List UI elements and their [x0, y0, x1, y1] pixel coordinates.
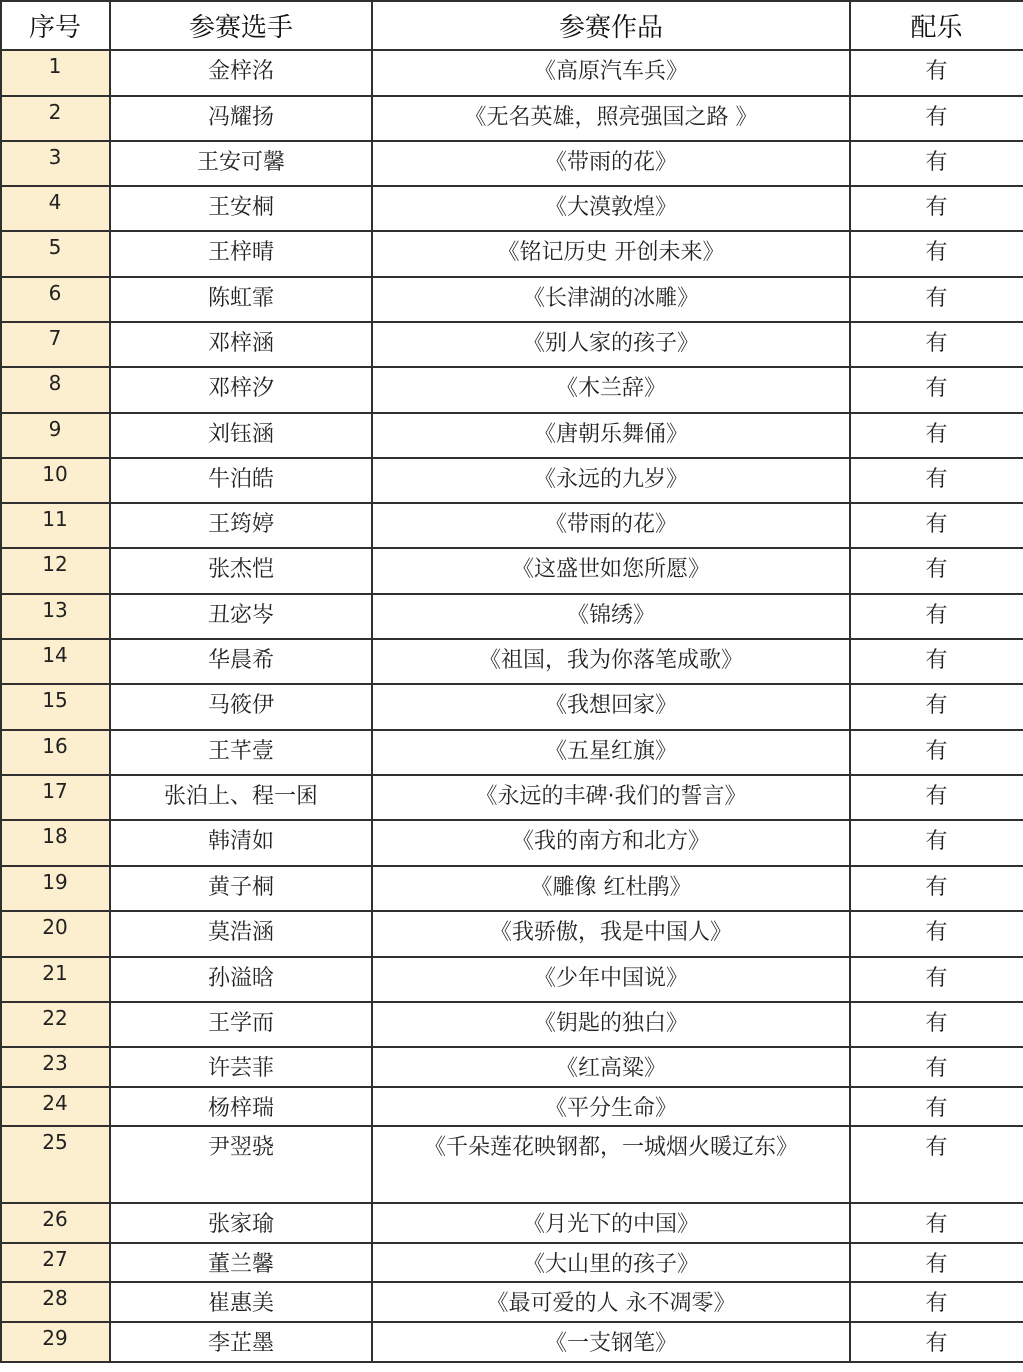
- work-title: 《带雨的花》: [544, 150, 677, 175]
- music-flag: 有: [925, 1135, 948, 1160]
- row-divider: [0, 502, 1023, 504]
- row-divider: [0, 0, 1023, 2]
- participant-name: 韩清如: [207, 829, 274, 854]
- work-title: 《千朵莲花映钢都，一城烟火暖辽东》: [423, 1135, 798, 1160]
- row-index: 27: [42, 1247, 68, 1271]
- music-flag: 有: [925, 1212, 948, 1237]
- participant-name: 金梓洺: [207, 59, 274, 84]
- row-divider: [0, 1281, 1023, 1283]
- participant-name: 王梓晴: [207, 240, 274, 265]
- work-title: 《五星红旗》: [544, 739, 677, 764]
- music-flag: 有: [925, 1331, 948, 1356]
- header-music: 配乐: [910, 12, 963, 43]
- participant-name: 王安桐: [207, 195, 274, 220]
- music-flag: 有: [925, 603, 948, 628]
- row-divider: [0, 49, 1023, 51]
- row-index: 1: [48, 54, 62, 78]
- row-divider: [0, 1001, 1023, 1003]
- music-flag: 有: [925, 1011, 948, 1036]
- row-divider: [0, 638, 1023, 640]
- music-flag: 有: [925, 1096, 948, 1121]
- row-divider: [0, 683, 1023, 685]
- participant-name: 王芊壹: [207, 739, 274, 764]
- participant-name: 董兰馨: [207, 1252, 274, 1277]
- music-flag: 有: [925, 422, 948, 447]
- music-flag: 有: [925, 240, 948, 265]
- row-index: 9: [48, 417, 62, 441]
- participant-name: 黄子桐: [207, 875, 274, 900]
- row-divider: [0, 185, 1023, 187]
- participant-name: 邓梓涵: [207, 331, 274, 356]
- work-title: 《大山里的孩子》: [522, 1252, 699, 1277]
- work-title: 《最可爱的人 永不凋零》: [486, 1291, 736, 1316]
- music-flag: 有: [925, 693, 948, 718]
- row-divider: [0, 1202, 1023, 1204]
- row-index: 4: [48, 190, 62, 214]
- row-index: 19: [42, 870, 68, 894]
- row-divider: [0, 910, 1023, 912]
- work-title: 《锦绣》: [566, 603, 655, 628]
- row-index: 25: [42, 1130, 68, 1154]
- row-index: 12: [42, 552, 68, 576]
- work-title: 《我的南方和北方》: [511, 829, 710, 854]
- row-divider: [0, 865, 1023, 867]
- work-title: 《平分生命》: [544, 1096, 677, 1121]
- row-index: 28: [42, 1286, 68, 1310]
- music-flag: 有: [925, 966, 948, 991]
- work-title: 《带雨的花》: [544, 512, 677, 537]
- work-title: 《少年中国说》: [533, 966, 688, 991]
- participant-name: 张家瑜: [207, 1212, 274, 1237]
- participant-name: 张杰恺: [207, 557, 274, 582]
- row-index: 18: [42, 824, 68, 848]
- work-title: 《一支钢笔》: [544, 1331, 677, 1356]
- row-index: 5: [48, 235, 62, 259]
- row-index: 7: [48, 326, 62, 350]
- row-divider: [0, 321, 1023, 323]
- work-title: 《无名英雄，照亮强国之路 》: [464, 105, 758, 130]
- work-title: 《我想回家》: [544, 693, 677, 718]
- row-index: 20: [42, 915, 68, 939]
- row-index: 6: [48, 281, 62, 305]
- participant-name: 冯耀扬: [207, 105, 274, 130]
- work-title: 《木兰辞》: [555, 376, 666, 401]
- music-flag: 有: [925, 105, 948, 130]
- row-divider: [0, 366, 1023, 368]
- row-divider: [0, 230, 1023, 232]
- music-flag: 有: [925, 331, 948, 356]
- row-divider: [0, 593, 1023, 595]
- row-index: 10: [42, 462, 68, 486]
- row-index: 24: [42, 1091, 68, 1115]
- row-index: 16: [42, 734, 68, 758]
- work-title: 《永远的丰碑·我们的誓言》: [475, 784, 747, 809]
- participant-name: 华晨希: [207, 648, 274, 673]
- row-index: 14: [42, 643, 68, 667]
- work-title: 《红高粱》: [555, 1056, 666, 1081]
- music-flag: 有: [925, 648, 948, 673]
- row-divider: [0, 547, 1023, 549]
- work-title: 《长津湖的冰雕》: [522, 286, 699, 311]
- row-index: 11: [42, 507, 68, 531]
- header-participant: 参赛选手: [188, 12, 293, 43]
- music-flag: 有: [925, 739, 948, 764]
- row-divider: [0, 1086, 1023, 1088]
- music-flag: 有: [925, 557, 948, 582]
- row-index: 2: [48, 100, 62, 124]
- work-title: 《永远的九岁》: [533, 467, 688, 492]
- participant-name: 王安可馨: [196, 150, 285, 175]
- participant-name: 许芸菲: [207, 1056, 274, 1081]
- row-divider: [0, 774, 1023, 776]
- participant-name: 王筠婷: [207, 512, 274, 537]
- row-index: 23: [42, 1051, 68, 1075]
- row-divider: [0, 819, 1023, 821]
- column-divider: [0, 0, 2, 1362]
- participant-name: 邓梓汐: [207, 376, 274, 401]
- row-divider: [0, 457, 1023, 459]
- music-flag: 有: [925, 1252, 948, 1277]
- music-flag: 有: [925, 784, 948, 809]
- participant-name: 马筱伊: [207, 693, 274, 718]
- work-title: 《祖国，我为你落笔成歌》: [478, 648, 743, 673]
- row-index: 26: [42, 1207, 68, 1231]
- work-title: 《月光下的中国》: [522, 1212, 699, 1237]
- column-divider: [371, 0, 373, 1362]
- row-divider: [0, 1361, 1023, 1363]
- participant-name: 牛泊皓: [207, 467, 274, 492]
- row-divider: [0, 1046, 1023, 1048]
- work-title: 《我骄傲，我是中国人》: [489, 920, 732, 945]
- row-divider: [0, 1242, 1023, 1244]
- work-title: 《铭记历史 开创未来》: [497, 240, 725, 265]
- work-title: 《雕像 红杜鹃》: [530, 875, 692, 900]
- music-flag: 有: [925, 376, 948, 401]
- row-divider: [0, 412, 1023, 414]
- work-title: 《钥匙的独白》: [533, 1011, 688, 1036]
- participant-name: 孙溢晗: [207, 966, 274, 991]
- music-flag: 有: [925, 467, 948, 492]
- row-divider: [0, 1321, 1023, 1323]
- participant-name: 杨梓瑞: [207, 1096, 274, 1121]
- music-flag: 有: [925, 512, 948, 537]
- participant-name: 丑宓岑: [207, 603, 274, 628]
- header-work: 参赛作品: [558, 12, 663, 43]
- row-divider: [0, 276, 1023, 278]
- row-divider: [0, 956, 1023, 958]
- row-divider: [0, 140, 1023, 142]
- row-index: 22: [42, 1006, 68, 1030]
- work-title: 《大漠敦煌》: [544, 195, 677, 220]
- work-title: 《别人家的孩子》: [522, 331, 699, 356]
- music-flag: 有: [925, 829, 948, 854]
- row-index: 8: [48, 371, 62, 395]
- participant-name: 莫浩涵: [207, 920, 274, 945]
- work-title: 《唐朝乐舞俑》: [533, 422, 688, 447]
- work-title: 《这盛世如您所愿》: [511, 557, 710, 582]
- participant-name: 李芷墨: [207, 1331, 274, 1356]
- row-index: 29: [42, 1326, 68, 1350]
- row-index: 17: [42, 779, 68, 803]
- column-divider: [109, 0, 111, 1362]
- row-index: 21: [42, 961, 68, 985]
- row-index: 15: [42, 688, 68, 712]
- work-title: 《高原汽车兵》: [533, 59, 688, 84]
- row-divider: [0, 1125, 1023, 1127]
- music-flag: 有: [925, 195, 948, 220]
- music-flag: 有: [925, 920, 948, 945]
- music-flag: 有: [925, 59, 948, 84]
- row-divider: [0, 729, 1023, 731]
- participant-name: 尹翌骁: [207, 1135, 274, 1160]
- row-index: 13: [42, 598, 68, 622]
- music-flag: 有: [925, 1291, 948, 1316]
- music-flag: 有: [925, 875, 948, 900]
- participant-name: 王学而: [207, 1011, 274, 1036]
- participant-name: 刘钰涵: [207, 422, 274, 447]
- music-flag: 有: [925, 286, 948, 311]
- column-divider: [849, 0, 851, 1362]
- row-divider: [0, 95, 1023, 97]
- music-flag: 有: [925, 1056, 948, 1081]
- participant-name: 陈虹霏: [207, 286, 274, 311]
- participant-name: 张泊上、程一囷: [163, 784, 318, 809]
- participant-name: 崔惠美: [207, 1291, 274, 1316]
- music-flag: 有: [925, 150, 948, 175]
- header-index: 序号: [28, 12, 81, 43]
- row-index: 3: [48, 145, 62, 169]
